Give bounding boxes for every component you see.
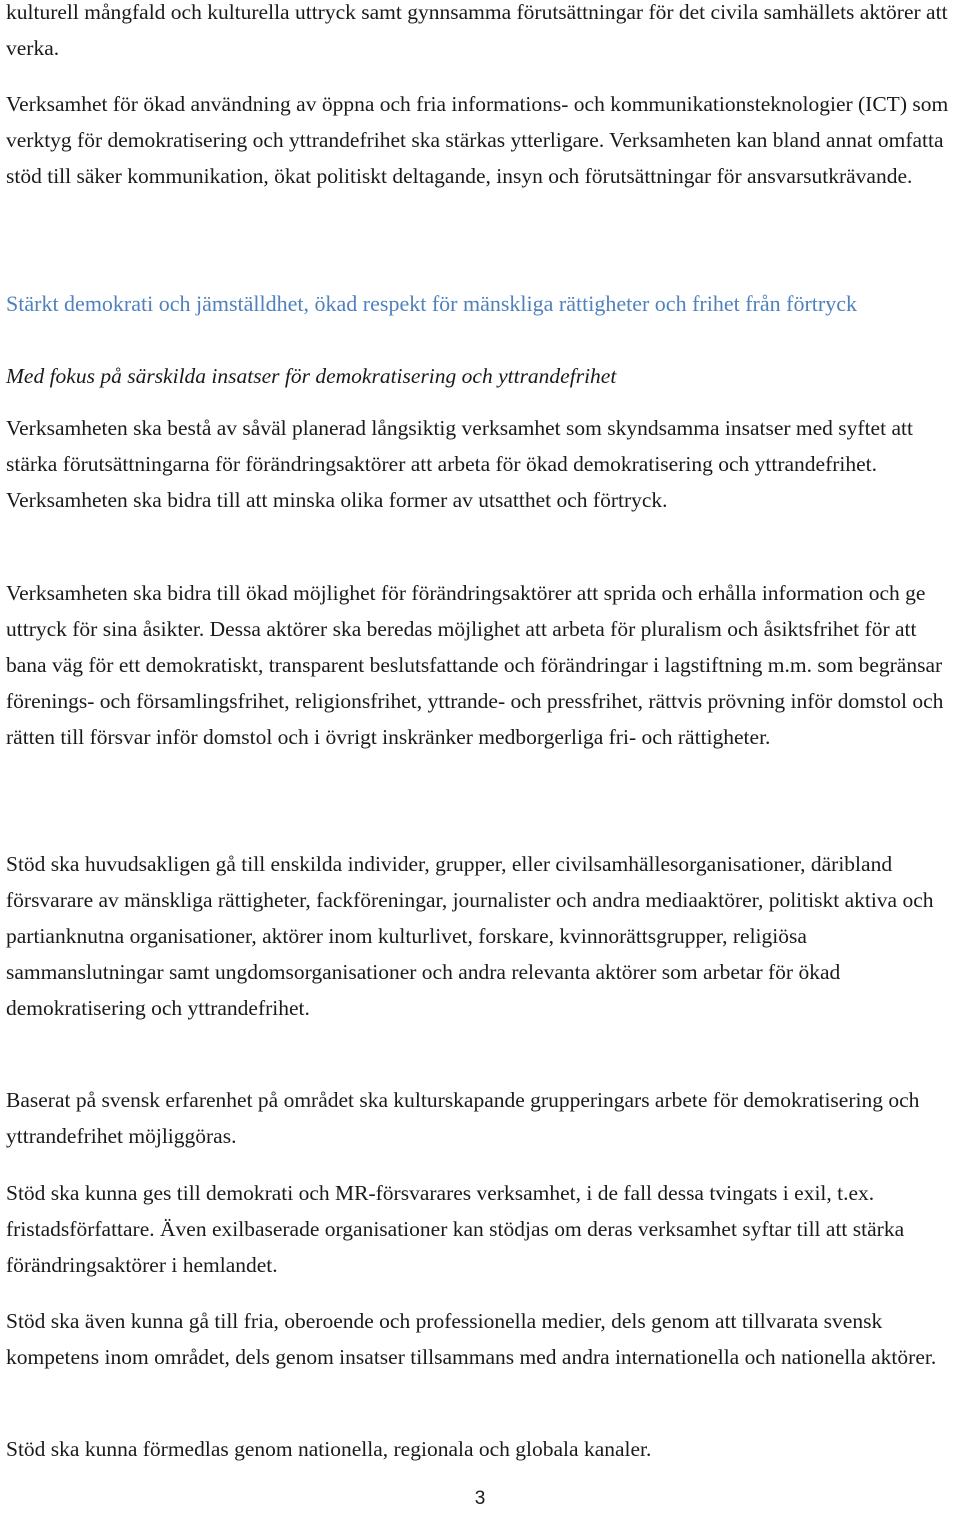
body-paragraph: Verksamheten ska bidra till ökad möjlighet för förändringsaktörer att sprida och erhålla information och ge uttryck för sina åsikter. Dessa aktörer ska beredas möjlighet att arbeta för pluralism och åsiktsfrihet för att bana väg för ett demokratiskt, transparent beslutsfattande och förändringar i lagstiftning m.m. som begränsar förenings- och församlingsfrihet, religionsfrihet, yttrande- och pressfrihet, rättvis prövning inför domstol och rätten till försvar inför domstol och i övrigt inskränker medborgerliga fri- och rättigheter. [6, 581, 944, 749]
body-paragraph: Stöd ska huvudsakligen gå till enskilda individer, grupper, eller civilsamhällesorganisationer, däribland försvarare av mänskliga rättigheter, fackföreningar, journalister och andra mediaaktörer, politiskt aktiva och partianknutna organisationer, aktörer inom kulturlivet, forskare, kvinnorättsgrupper, religiösa sammanslutningar samt ungdomsorganisationer och andra relevanta aktörer som arbetar för ökad demokratisering och yttrandefrihet. [6, 852, 934, 1020]
body-paragraph: Stöd ska även kunna gå till fria, oberoende och professionella medier, dels genom att tillvarata svensk kompetens inom området, dels genom insatser tillsammans med andra internationella och nationella aktörer. [6, 1309, 937, 1369]
ict-paragraph: Verksamhet för ökad användning av öppna och fria informations- och kommunikationsteknologier (ICT) som verktyg för demokratisering och yttrandefrihet ska stärkas ytterligare. Verksamheten kan bland annat omfatta stöd till säker kommunikation, ökat politiskt deltagande, insyn och förutsättningar för ansvarsutkrävande. [6, 92, 949, 188]
body-paragraph: Verksamheten ska bestå av såväl planerad långsiktig verksamhet som skyndsamma insatser med syftet att stärka förutsättningarna för förändringsaktörer att arbeta för ökad demokratisering och yttrandefrihet. Verksamheten ska bidra till att minska olika former av utsatthet och förtryck. [6, 416, 913, 512]
section-heading: Stärkt demokrati och jämställdhet, ökad respekt för mänskliga rättigheter och frihet från förtryck [6, 291, 857, 316]
body-paragraph: Stöd ska kunna förmedlas genom nationella, regionala och globala kanaler. [6, 1437, 652, 1461]
page-number: 3 [474, 1488, 486, 1509]
intro-paragraph: kulturell mångfald och kulturella uttryck samt gynnsamma förutsättningar för det civila samhällets aktörer att verka. [6, 0, 948, 60]
body-paragraph: Stöd ska kunna ges till demokrati och MR-försvarares verksamhet, i de fall dessa tvingats i exil, t.ex. fristadsförfattare. Även exilbaserade organisationer kan stödjas om deras verksamhet syftar till att stärka förändringsaktörer i hemlandet. [6, 1181, 905, 1277]
section-subheading: Med fokus på särskilda insatser för demokratisering och yttrandefrihet [6, 364, 617, 388]
body-paragraph: Baserat på svensk erfarenhet på området ska kulturskapande grupperingars arbete för demokratisering och yttrandefrihet möjliggöras. [6, 1088, 920, 1148]
